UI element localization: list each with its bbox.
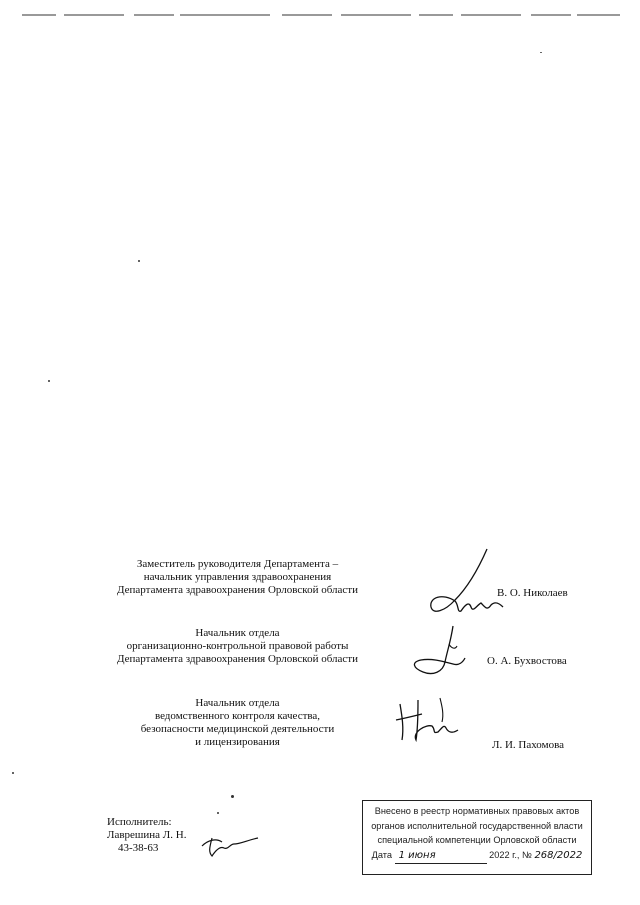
signatory-3-position [100, 697, 375, 749]
signatory-2-line-1: Начальник отдела [195, 627, 280, 639]
executor-name: Лаврешина Л. Н. [107, 829, 187, 841]
scan-speck [217, 812, 219, 814]
stamp-line-3: специальной компетенции Орловской области [377, 835, 577, 845]
scan-speck [540, 52, 542, 53]
executor-label: Исполнитель: [107, 816, 172, 828]
signatory-1-name: В. О. Николаев [497, 587, 568, 599]
stamp-year-text: 2022 г., № [489, 849, 532, 860]
executor-signature [198, 832, 268, 862]
stamp-line-2: органов исполнительной государственной власти [371, 820, 583, 831]
signatory-1-position [100, 558, 375, 597]
signatory-1-line-3: Департамента здравоохранения Орловской области [117, 584, 358, 596]
registry-stamp [362, 800, 592, 875]
stamp-date-label: Дата [371, 849, 393, 860]
top-dashed-line [22, 14, 620, 16]
signatory-3-name: Л. И. Пахомова [492, 739, 564, 751]
scan-speck [138, 260, 140, 262]
signatory-1-line-2: начальник управления здравоохранения [143, 571, 332, 583]
executor-phone: 43-38-63 [118, 842, 159, 854]
signature-2 [405, 622, 480, 682]
signatory-2-position [100, 627, 375, 666]
stamp-date-handwritten: 1 июня [395, 849, 487, 865]
signatory-1-line-1: Заместитель руководителя Департамента – [136, 558, 339, 570]
scan-speck [48, 380, 50, 382]
signatory-3-line-4: и лицензирования [195, 736, 280, 748]
signature-1 [425, 545, 515, 625]
scan-speck [12, 772, 14, 774]
signatory-2-line-3: Департамента здравоохранения Орловской области [117, 653, 358, 665]
signatory-3-line-1: Начальник отдела [195, 697, 280, 709]
signatory-2-name: О. А. Бухвостова [487, 655, 567, 667]
signatory-3-line-2: ведомственного контроля качества, [154, 710, 321, 722]
signatory-2-line-2: организационно-контрольной правовой работы [126, 640, 349, 652]
stamp-number-handwritten: 268/2022 [534, 849, 583, 861]
stamp-line-1: Внесено в реестр нормативных правовых актов [374, 806, 580, 816]
signatory-3-line-3: безопасности медицинской деятельности [140, 723, 335, 735]
signature-3 [392, 692, 472, 747]
stamp-date-row [363, 848, 591, 865]
scan-speck [231, 795, 234, 798]
